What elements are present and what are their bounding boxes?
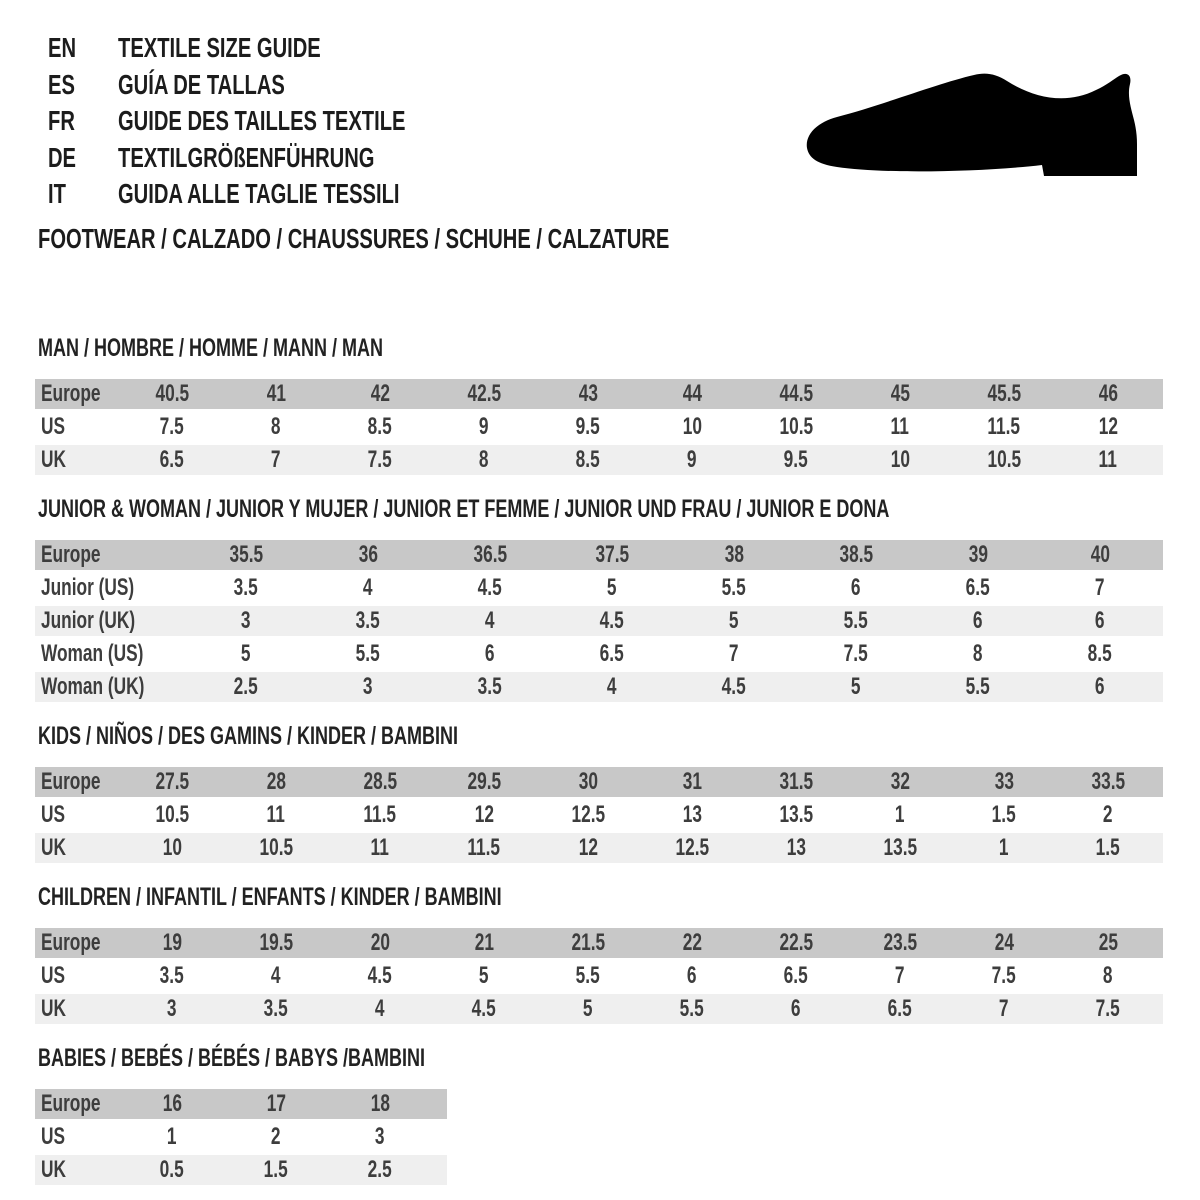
size-cell: 6.5 <box>159 446 185 473</box>
table-row-uk <box>35 833 1163 863</box>
size-cell: 10 <box>162 834 182 861</box>
size-cell: 7.5 <box>1095 995 1121 1022</box>
size-cell: 3 <box>375 1123 385 1150</box>
size-cell: 0.5 <box>159 1156 185 1183</box>
row-label: Junior (US) <box>41 574 135 601</box>
size-cell: 8 <box>479 446 489 473</box>
size-cell: 4.5 <box>599 607 625 634</box>
size-cell: 11 <box>370 834 390 861</box>
row-label: US <box>41 962 66 989</box>
size-cell: 20 <box>370 929 390 956</box>
size-cell: 44 <box>682 380 702 407</box>
size-cell: 10 <box>682 413 702 440</box>
language-code: DE <box>48 141 77 173</box>
size-cell: 32 <box>890 768 910 795</box>
section-title: JUNIOR & WOMAN / JUNIOR Y MUJER / JUNIOR ET FEMME / JUNIOR UND FRAU / JUNIOR E DONA <box>38 495 890 523</box>
table-row-us <box>35 1122 447 1152</box>
section-title: KIDS / NIÑOS / DES GAMINS / KINDER / BAMBINI <box>38 722 459 750</box>
category-title-text: FOOTWEAR / CALZADO / CHAUSSURES / SCHUHE / CALZATURE <box>38 223 670 254</box>
size-cell: 9 <box>687 446 697 473</box>
table-row-us <box>35 412 1163 442</box>
section-title: BABIES / BEBÉS / BÉBÉS / BABYS /BAMBINI <box>38 1044 426 1072</box>
row-label: Europe <box>41 929 101 956</box>
size-cell: 36.5 <box>473 541 507 568</box>
size-cell: 31 <box>682 768 702 795</box>
size-cell: 40 <box>1090 541 1110 568</box>
size-tables <box>35 336 1200 1200</box>
size-cell: 4.5 <box>477 574 503 601</box>
size-cell: 39 <box>968 541 988 568</box>
size-cell: 5 <box>583 995 593 1022</box>
size-cell: 11 <box>266 801 286 828</box>
size-cell: 12 <box>578 834 598 861</box>
size-cell: 9 <box>479 413 489 440</box>
row-label: Europe <box>41 768 101 795</box>
size-cell: 13 <box>786 834 806 861</box>
row-label: UK <box>41 995 66 1022</box>
size-cell: 1.5 <box>1095 834 1121 861</box>
language-row <box>48 176 517 213</box>
table-row-junior-uk <box>35 606 1163 636</box>
size-cell: 6.5 <box>599 640 625 667</box>
table-row-woman-uk <box>35 672 1163 702</box>
size-cell: 36 <box>358 541 378 568</box>
language-row <box>48 30 517 67</box>
size-cell: 1 <box>895 801 905 828</box>
table-row-europe <box>35 767 1163 797</box>
size-cell: 11.5 <box>467 834 501 861</box>
size-cell: 5.5 <box>679 995 705 1022</box>
table-row-europe <box>35 379 1163 409</box>
table-row-us <box>35 961 1163 991</box>
size-table <box>35 379 1200 475</box>
size-cell: 29.5 <box>467 768 501 795</box>
language-list <box>48 30 517 213</box>
size-cell: 11 <box>1098 446 1118 473</box>
dress-shoe-icon <box>803 66 1140 188</box>
row-label: UK <box>41 834 66 861</box>
size-cell: 6 <box>687 962 697 989</box>
category-title <box>38 224 915 254</box>
size-cell: 11.5 <box>363 801 397 828</box>
size-cell: 5.5 <box>575 962 601 989</box>
size-cell: 8.5 <box>1087 640 1113 667</box>
size-cell: 3 <box>241 607 251 634</box>
size-cell: 7.5 <box>367 446 393 473</box>
size-cell: 2 <box>271 1123 281 1150</box>
size-cell: 1 <box>167 1123 177 1150</box>
size-cell: 9.5 <box>783 446 809 473</box>
size-cell: 4.5 <box>367 962 393 989</box>
size-cell: 8.5 <box>367 413 393 440</box>
size-cell: 19 <box>162 929 182 956</box>
language-code: FR <box>48 105 75 137</box>
size-cell: 9.5 <box>575 413 601 440</box>
size-cell: 35.5 <box>229 541 263 568</box>
table-row-europe <box>35 928 1163 958</box>
size-section-babies <box>35 1046 1200 1185</box>
table-row-junior-us <box>35 573 1163 603</box>
language-code: EN <box>48 32 77 64</box>
size-cell: 10.5 <box>155 801 189 828</box>
size-cell: 6.5 <box>965 574 991 601</box>
size-table <box>35 928 1200 1024</box>
table-row-us <box>35 800 1163 830</box>
size-cell: 1.5 <box>991 801 1017 828</box>
size-cell: 8 <box>1103 962 1113 989</box>
section-title: CHILDREN / INFANTIL / ENFANTS / KINDER / BAMBINI <box>38 883 502 911</box>
language-guide-title: TEXTILE SIZE GUIDE <box>118 32 321 64</box>
size-cell: 3.5 <box>263 995 289 1022</box>
size-cell: 40.5 <box>155 380 189 407</box>
size-cell: 43 <box>578 380 598 407</box>
dress-shoe-silhouette <box>807 74 1137 176</box>
size-cell: 45.5 <box>987 380 1021 407</box>
language-guide-title: GUIDE DES TAILLES TEXTILE <box>118 105 406 137</box>
size-cell: 3.5 <box>477 673 503 700</box>
size-cell: 8 <box>973 640 983 667</box>
language-row <box>48 103 517 140</box>
size-cell: 27.5 <box>155 768 189 795</box>
size-cell: 42.5 <box>467 380 501 407</box>
size-cell: 7 <box>729 640 739 667</box>
size-cell: 7 <box>999 995 1009 1022</box>
size-cell: 21 <box>474 929 494 956</box>
size-table <box>35 540 1200 702</box>
size-cell: 17 <box>266 1090 286 1117</box>
row-label: UK <box>41 446 66 473</box>
size-cell: 2 <box>1103 801 1113 828</box>
size-cell: 12 <box>1098 413 1118 440</box>
table-row-europe <box>35 540 1163 570</box>
size-cell: 4 <box>363 574 373 601</box>
size-cell: 8.5 <box>575 446 601 473</box>
size-cell: 5.5 <box>355 640 381 667</box>
size-cell: 10.5 <box>987 446 1021 473</box>
size-cell: 5.5 <box>721 574 747 601</box>
size-cell: 38 <box>724 541 744 568</box>
size-cell: 5 <box>479 962 489 989</box>
size-cell: 7.5 <box>991 962 1017 989</box>
table-row-uk <box>35 994 1163 1024</box>
row-label: US <box>41 413 66 440</box>
language-row <box>48 67 517 104</box>
language-row <box>48 140 517 177</box>
size-cell: 38.5 <box>839 541 873 568</box>
size-cell: 13 <box>682 801 702 828</box>
size-cell: 3 <box>363 673 373 700</box>
size-cell: 33 <box>994 768 1014 795</box>
size-cell: 7.5 <box>843 640 869 667</box>
size-section-kids <box>35 724 1200 863</box>
size-cell: 5 <box>241 640 251 667</box>
size-cell: 1 <box>999 834 1009 861</box>
row-label: UK <box>41 1156 66 1183</box>
size-cell: 6 <box>485 640 495 667</box>
language-code: IT <box>48 178 66 210</box>
size-cell: 4.5 <box>721 673 747 700</box>
size-cell: 4 <box>607 673 617 700</box>
size-cell: 12 <box>474 801 494 828</box>
table-row-uk <box>35 1155 447 1185</box>
size-cell: 2.5 <box>367 1156 393 1183</box>
size-cell: 10.5 <box>259 834 293 861</box>
size-cell: 3.5 <box>159 962 185 989</box>
size-cell: 10 <box>890 446 910 473</box>
size-cell: 13.5 <box>883 834 917 861</box>
row-label: Woman (US) <box>41 640 144 667</box>
size-cell: 7 <box>271 446 281 473</box>
size-cell: 6 <box>851 574 861 601</box>
table-row-woman-us <box>35 639 1163 669</box>
size-cell: 10.5 <box>779 413 813 440</box>
language-guide-title: TEXTILGRÖßENFÜHRUNG <box>118 141 375 173</box>
size-cell: 5 <box>729 607 739 634</box>
size-section-children <box>35 885 1200 1024</box>
size-cell: 22 <box>682 929 702 956</box>
size-cell: 19.5 <box>259 929 293 956</box>
size-cell: 5.5 <box>843 607 869 634</box>
row-label: Junior (UK) <box>41 607 136 634</box>
size-table <box>35 1089 1200 1185</box>
size-cell: 3.5 <box>233 574 259 601</box>
size-cell: 37.5 <box>595 541 629 568</box>
size-cell: 18 <box>370 1090 390 1117</box>
language-code: ES <box>48 68 75 100</box>
row-label: US <box>41 801 66 828</box>
row-label: Europe <box>41 380 101 407</box>
size-cell: 5 <box>607 574 617 601</box>
table-row-europe <box>35 1089 447 1119</box>
size-cell: 41 <box>266 380 286 407</box>
size-cell: 12.5 <box>571 801 605 828</box>
size-cell: 6 <box>973 607 983 634</box>
size-cell: 2.5 <box>233 673 259 700</box>
size-cell: 5 <box>851 673 861 700</box>
size-cell: 7 <box>895 962 905 989</box>
size-cell: 7 <box>1095 574 1105 601</box>
size-cell: 28.5 <box>363 768 397 795</box>
row-label: Europe <box>41 1090 101 1117</box>
size-cell: 8 <box>271 413 281 440</box>
table-row-uk <box>35 445 1163 475</box>
size-cell: 3.5 <box>355 607 381 634</box>
size-cell: 11 <box>890 413 910 440</box>
section-title: MAN / HOMBRE / HOMME / MANN / MAN <box>38 334 383 362</box>
size-cell: 6 <box>791 995 801 1022</box>
size-cell: 6.5 <box>783 962 809 989</box>
size-section-man <box>35 336 1200 475</box>
size-cell: 7.5 <box>159 413 185 440</box>
size-cell: 31.5 <box>779 768 813 795</box>
size-cell: 4 <box>485 607 495 634</box>
size-cell: 3 <box>167 995 177 1022</box>
size-section-junior-woman <box>35 497 1200 702</box>
size-cell: 42 <box>370 380 390 407</box>
size-cell: 13.5 <box>779 801 813 828</box>
size-cell: 16 <box>162 1090 182 1117</box>
size-cell: 22.5 <box>779 929 813 956</box>
size-cell: 4.5 <box>471 995 497 1022</box>
language-guide-title: GUÍA DE TALLAS <box>118 68 285 100</box>
size-table <box>35 767 1200 863</box>
size-cell: 12.5 <box>675 834 709 861</box>
size-cell: 33.5 <box>1091 768 1125 795</box>
size-cell: 30 <box>578 768 598 795</box>
size-cell: 4 <box>375 995 385 1022</box>
size-cell: 11.5 <box>987 413 1021 440</box>
row-label: Woman (UK) <box>41 673 145 700</box>
size-cell: 5.5 <box>965 673 991 700</box>
row-label: US <box>41 1123 66 1150</box>
size-cell: 23.5 <box>883 929 917 956</box>
size-cell: 28 <box>266 768 286 795</box>
size-cell: 46 <box>1098 380 1118 407</box>
size-cell: 21.5 <box>571 929 605 956</box>
size-cell: 24 <box>994 929 1014 956</box>
size-cell: 6 <box>1095 673 1105 700</box>
size-cell: 6.5 <box>887 995 913 1022</box>
size-cell: 25 <box>1098 929 1118 956</box>
size-cell: 44.5 <box>779 380 813 407</box>
language-guide-title: GUIDA ALLE TAGLIE TESSILI <box>118 178 400 210</box>
size-cell: 1.5 <box>263 1156 289 1183</box>
size-cell: 6 <box>1095 607 1105 634</box>
row-label: Europe <box>41 541 101 568</box>
size-cell: 4 <box>271 962 281 989</box>
size-cell: 45 <box>890 380 910 407</box>
